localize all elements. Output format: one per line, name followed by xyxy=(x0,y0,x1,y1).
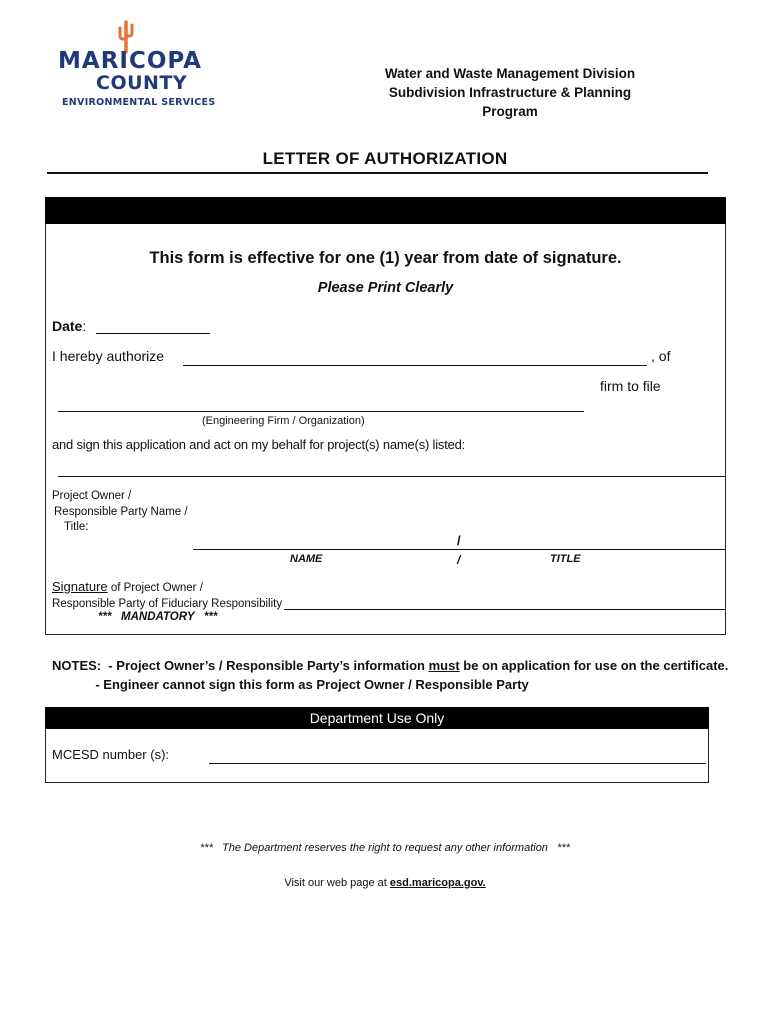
logo-maricopa-text: MARICOPA xyxy=(58,48,202,74)
owner-label-line3: Title: xyxy=(64,521,89,533)
authorized-person-field[interactable] xyxy=(183,365,647,366)
title-rule xyxy=(47,172,708,174)
date-field[interactable] xyxy=(96,333,210,334)
engineering-firm-field[interactable] xyxy=(58,411,584,412)
logo-county-text: COUNTY xyxy=(96,72,188,94)
division-name: Water and Waste Management Division xyxy=(384,66,636,81)
firm-to-file-text: firm to file xyxy=(600,378,661,394)
name-caption: NAME xyxy=(290,553,323,565)
mandatory-note: *** MANDATORY *** xyxy=(98,611,218,623)
signature-field[interactable] xyxy=(284,609,725,610)
header-block xyxy=(360,64,660,121)
maricopa-county-logo xyxy=(52,20,222,112)
notes-line2: - Engineer cannot sign this form as Project Owner / Responsible Party xyxy=(52,677,529,692)
date-label-group xyxy=(52,318,86,334)
mcesd-number-field[interactable] xyxy=(209,763,706,764)
notes-must: must xyxy=(428,658,460,673)
signature-label-line2: Responsible Party of Fiduciary Responsibility xyxy=(52,598,283,610)
act-on-behalf-text: and sign this application and act on my behalf for project(s) name(s) listed: xyxy=(52,437,466,452)
website-link[interactable]: esd.maricopa.gov. xyxy=(389,877,486,889)
program-name: Subdivision Infrastructure & Planning Program xyxy=(388,85,632,119)
title-caption: TITLE xyxy=(550,553,581,565)
signature-label-rest: of Project Owner / xyxy=(107,582,203,594)
signature-word: Signature xyxy=(52,579,108,594)
of-text: , of xyxy=(651,348,671,364)
logo-environmental-services-text: ENVIRONMENTAL SERVICES xyxy=(62,97,216,108)
engineering-firm-caption: (Engineering Firm / Organization) xyxy=(202,415,365,427)
reserve-right-note: *** The Department reserves the right to request any other information *** xyxy=(200,842,570,854)
name-title-separator: / xyxy=(457,533,461,548)
owner-label-line1: Project Owner / xyxy=(52,490,132,502)
project-names-field[interactable] xyxy=(58,476,726,477)
notes-block xyxy=(52,656,728,694)
mcesd-label: MCESD number (s): xyxy=(52,747,170,762)
document-title: LETTER OF AUTHORIZATION xyxy=(262,149,508,168)
visit-web-page xyxy=(0,877,770,889)
print-clearly-note: Please Print Clearly xyxy=(317,280,454,296)
caption-separator: / xyxy=(457,553,461,567)
signature-label-block xyxy=(52,579,282,612)
department-use-header: Department Use Only xyxy=(45,707,709,729)
owner-name-title-field[interactable] xyxy=(193,549,726,550)
authorize-label: I hereby authorize xyxy=(52,348,165,364)
form-header-bar xyxy=(45,197,726,224)
notes-line1-prefix: NOTES: - Project Owner’s / Responsible Party’s information xyxy=(52,658,429,673)
visit-prefix: Visit our web page at xyxy=(284,877,390,889)
date-label: Date xyxy=(52,318,83,334)
effective-notice: This form is effective for one (1) year from date of signature. xyxy=(149,249,622,267)
owner-label-block xyxy=(52,489,188,536)
owner-label-line2: Responsible Party Name / xyxy=(54,505,188,518)
notes-line1-suffix: be on application for use on the certificate. xyxy=(459,658,729,673)
date-colon: : xyxy=(82,318,87,334)
